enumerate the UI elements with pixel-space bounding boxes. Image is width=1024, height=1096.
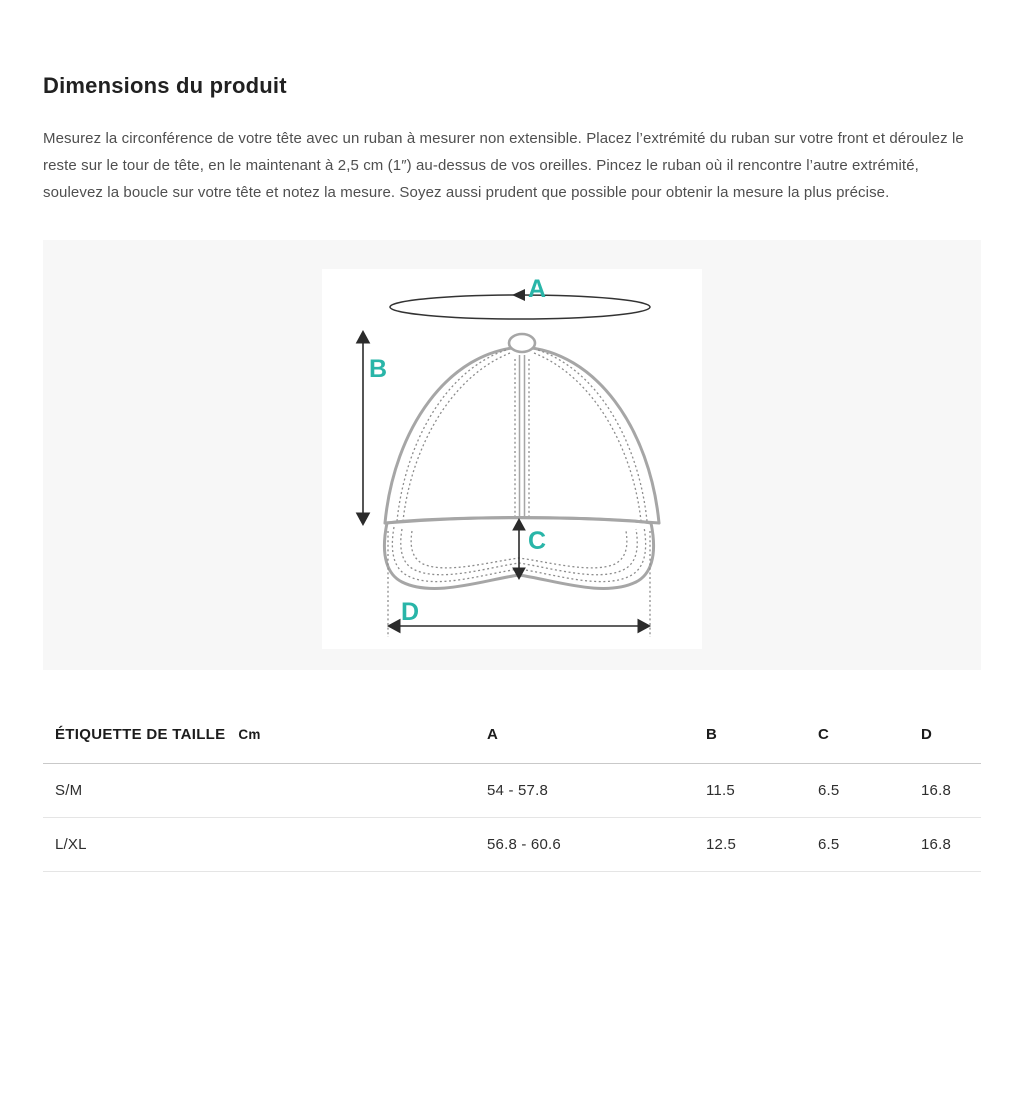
column-header-d: D <box>921 706 981 763</box>
value-cell-c: 6.5 <box>818 763 921 817</box>
dimension-label-a: A <box>528 275 547 303</box>
value-cell-c: 6.5 <box>818 817 921 871</box>
column-header-a: A <box>487 706 706 763</box>
diagram-panel <box>43 240 981 670</box>
measurement-instructions: Mesurez la circonférence de votre tête avec un ruban à mesurer non extensible. Placez l’extrémité du ruban sur votre front et déroulez le reste sur le tour de tête, en le maintenant à 2,5 cm (1″) au-dessus de vos oreilles. Pincez le ruban où il rencontre l’autre extrémité, soulevez la boucle sur votre tête et notez la mesure. Soyez aussi prudent que possible pour obtenir la mesure la plus précise. <box>43 130 964 201</box>
dimension-arrow-b <box>357 331 370 525</box>
unit-label: Cm <box>238 726 261 742</box>
size-cell: L/XL <box>43 817 487 871</box>
value-cell-a: 56.8 - 60.6 <box>487 817 706 871</box>
page-title: Dimensions du produit <box>43 73 287 98</box>
cap-button <box>509 334 535 352</box>
a-arrowhead-icon <box>512 289 525 301</box>
dimension-label-b: B <box>369 355 388 383</box>
size-table-header-row <box>43 706 981 763</box>
value-cell-d: 16.8 <box>921 763 981 817</box>
value-cell-a: 54 - 57.8 <box>487 763 706 817</box>
column-header-b: B <box>706 706 818 763</box>
product-dimensions-section <box>43 72 981 872</box>
value-cell-b: 12.5 <box>706 817 818 871</box>
value-cell-b: 11.5 <box>706 763 818 817</box>
size-label-header <box>43 706 487 763</box>
size-table <box>43 706 981 872</box>
size-cell: S/M <box>43 763 487 817</box>
cap-illustration <box>384 334 659 588</box>
table-row-lxl <box>43 817 981 871</box>
head-circumference-ellipse <box>390 275 650 319</box>
size-table-section <box>43 706 981 872</box>
cap-size-diagram <box>322 269 702 649</box>
column-header-c: C <box>818 706 921 763</box>
table-row-sm <box>43 763 981 817</box>
value-cell-d: 16.8 <box>921 817 981 871</box>
dimension-label-d: D <box>401 598 420 626</box>
dimension-label-c: C <box>528 527 547 555</box>
dimension-arrow-d <box>388 620 650 633</box>
size-label-text: ÉTIQUETTE DE TAILLE <box>55 725 226 743</box>
cap-diagram-svg <box>322 269 702 649</box>
